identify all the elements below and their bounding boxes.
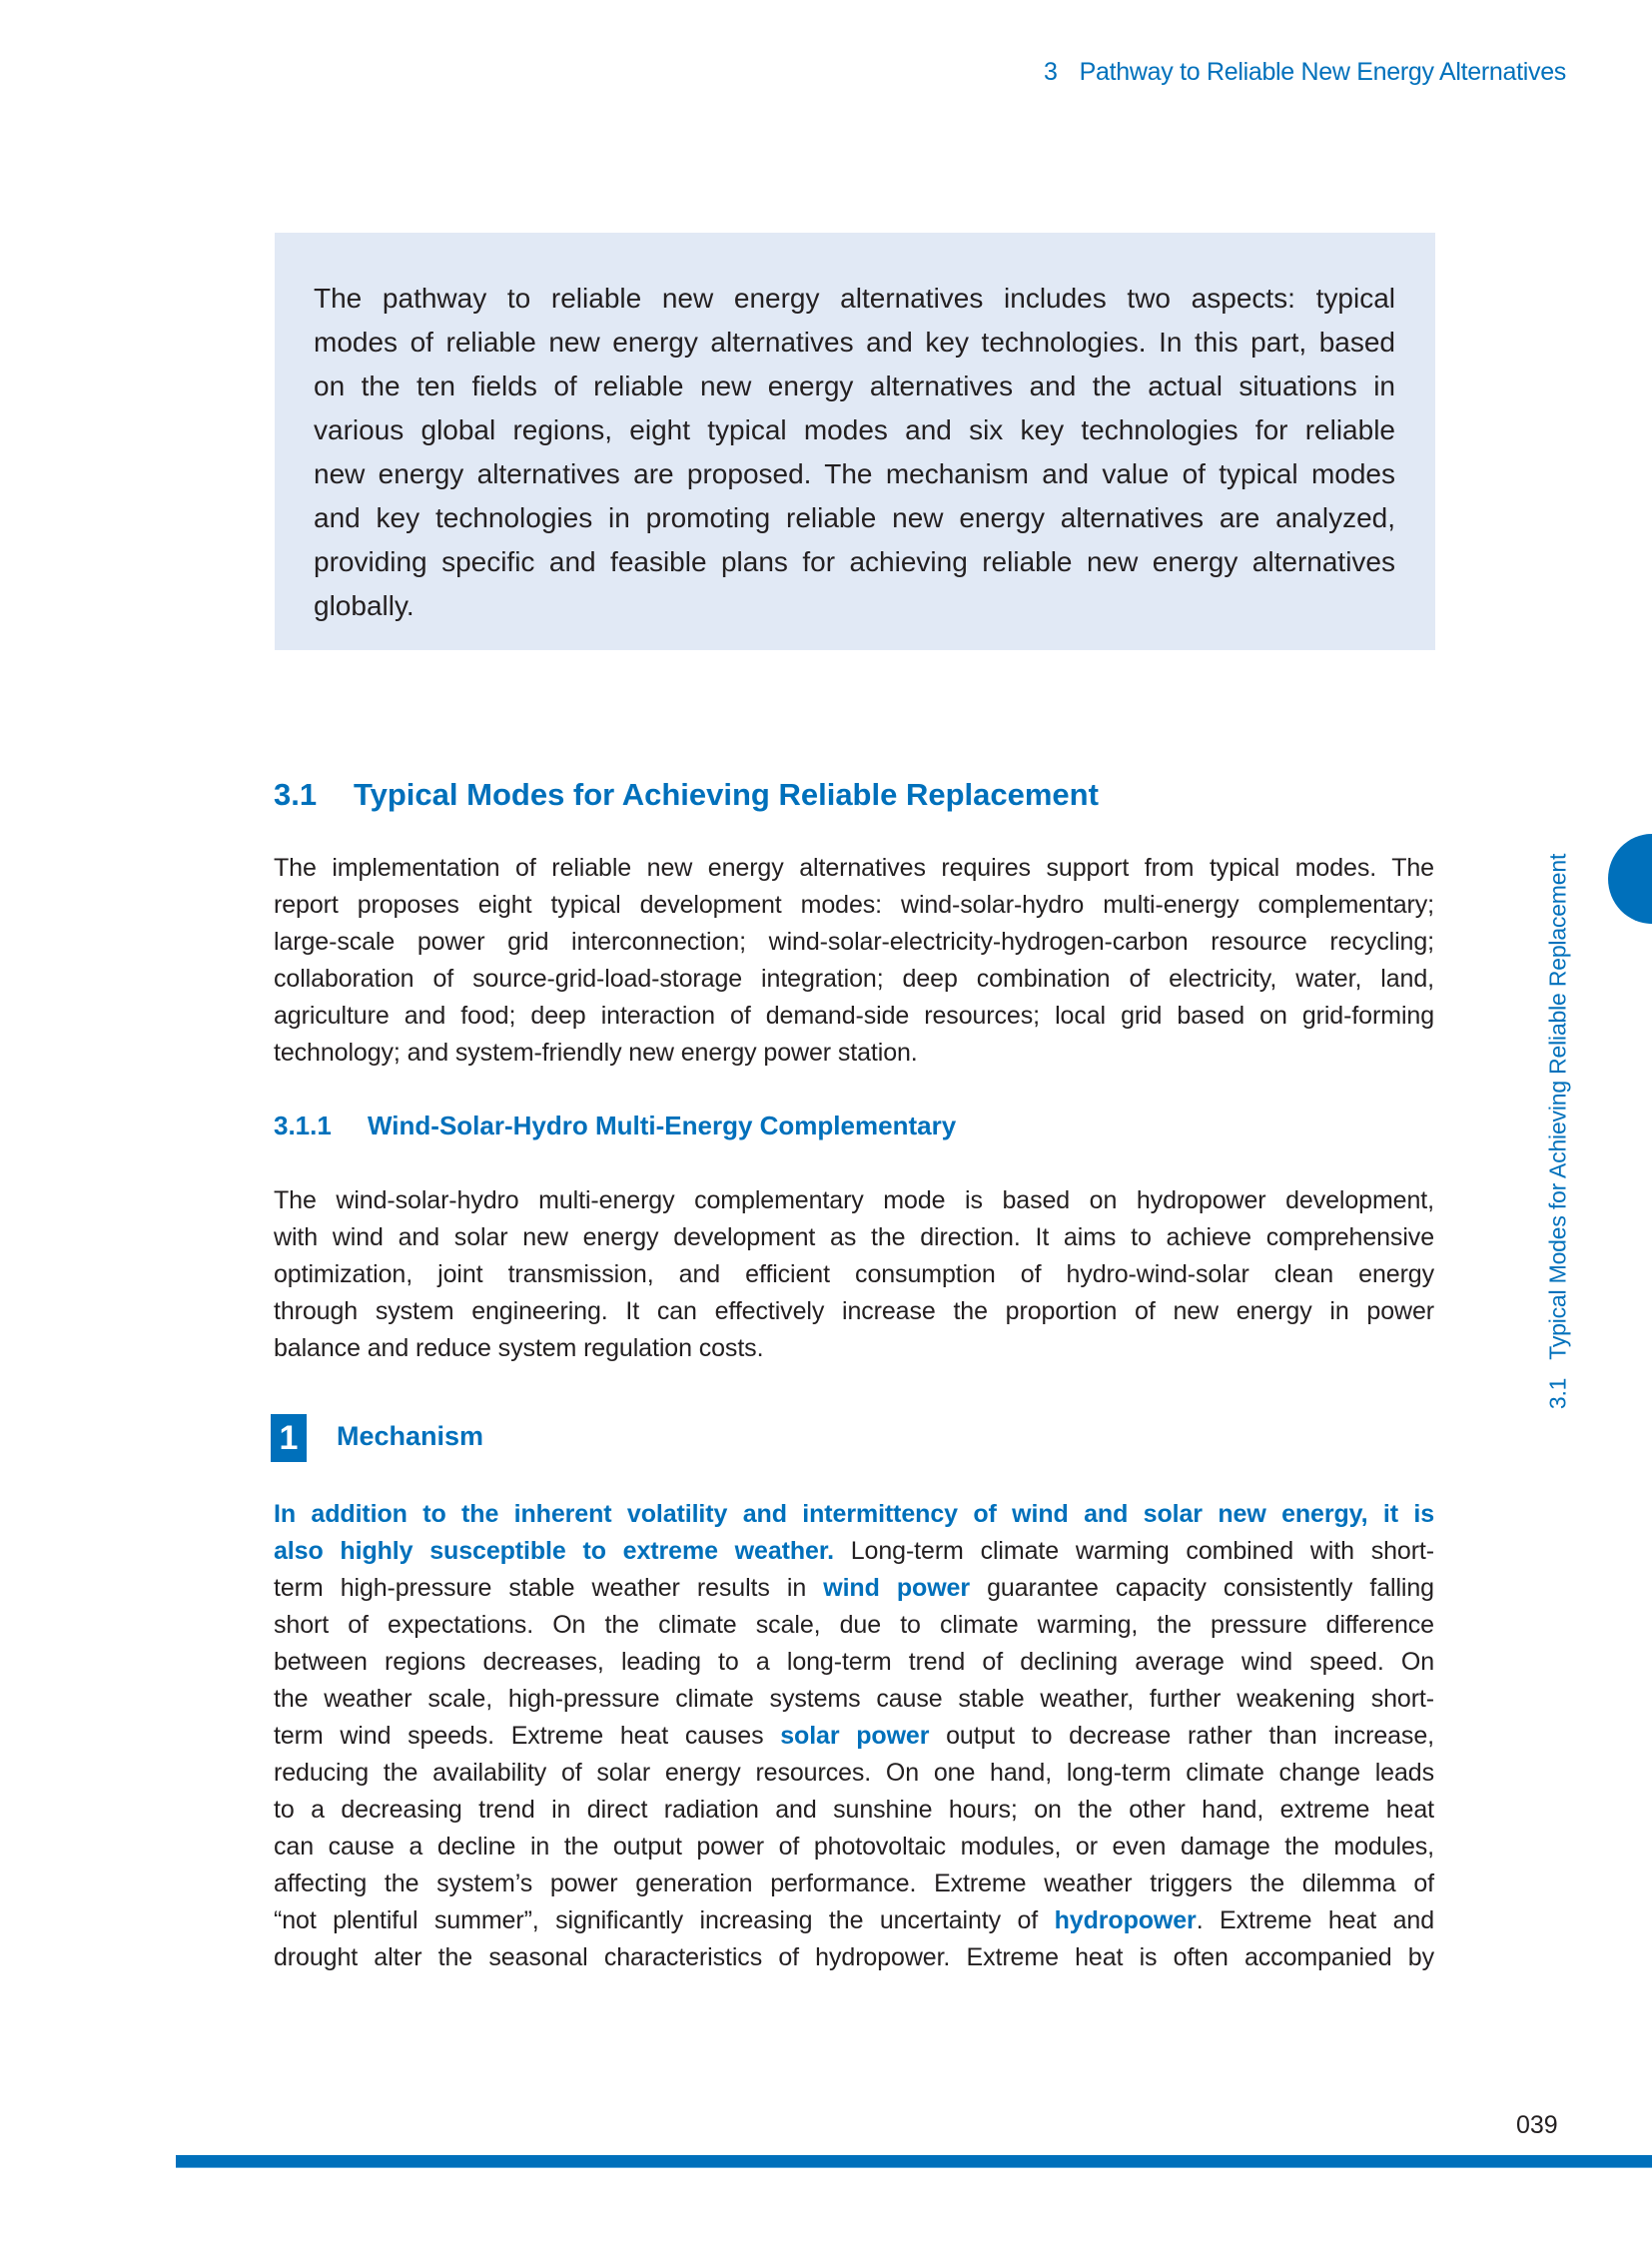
- highlighted-text: In addition to the inherent volatility and intermittency of wind and solar new energy, it is: [274, 1500, 1434, 1528]
- mechanism-title: Mechanism: [337, 1421, 484, 1451]
- text-segment: the weather scale, high-pressure climate systems cause stable weather, further weakening short-: [274, 1685, 1434, 1713]
- text-line: new energy alternatives are proposed. The mechanism and value of typical modes: [314, 458, 1395, 489]
- side-section-number: 3.1: [1544, 1377, 1571, 1410]
- text-line: on the ten fields of reliable new energy alternatives and the actual situations in: [314, 371, 1395, 401]
- text-line: providing specific and feasible plans for achieving reliable new energy alternatives: [314, 546, 1395, 577]
- chapter-number: 3: [1044, 58, 1058, 86]
- summary-box: [275, 233, 1435, 650]
- text-segment: can cause a decline in the output power of photovoltaic modules, or even damage the modules,: [274, 1833, 1434, 1861]
- text-line: [274, 1755, 1434, 1792]
- text-segment: guarantee capacity consistently falling: [969, 1574, 1434, 1602]
- subsection-title: Wind-Solar-Hydro Multi-Energy Complementary: [368, 1111, 957, 1140]
- section-paragraph: [274, 850, 1434, 1072]
- text-line: [274, 1792, 1434, 1829]
- text-segment: affecting the system’s power generation performance. Extreme weather triggers the dilemma of: [274, 1869, 1434, 1897]
- text-line: and key technologies in promoting reliable new energy alternatives are analyzed,: [314, 502, 1395, 533]
- text-line: balance and reduce system regulation costs.: [274, 1334, 764, 1362]
- text-line: various global regions, eight typical modes and six key technologies for reliable: [314, 414, 1395, 445]
- highlighted-text: hydropower: [1054, 1906, 1197, 1934]
- text-line: large-scale power grid interconnection; wind-solar-electricity-hydrogen-carbon resource recycling;: [274, 928, 1434, 956]
- page-number: 039: [1516, 2111, 1558, 2139]
- text-line: [274, 1939, 1434, 1976]
- text-line: [274, 1533, 1434, 1570]
- side-section-label: [1545, 854, 1572, 1409]
- section-number: 3.1: [274, 777, 318, 812]
- text-segment: between regions decreases, leading to a long-term trend of declining average wind speed. On: [274, 1648, 1434, 1676]
- summary-text: [314, 277, 1395, 628]
- mechanism-paragraph: [274, 1496, 1434, 1976]
- text-line: [274, 1644, 1434, 1681]
- text-line: agriculture and food; deep interaction of demand-side resources; local grid based on grid-forming: [274, 1002, 1434, 1030]
- subsection-number: 3.1.1: [274, 1111, 332, 1140]
- text-segment: to a decreasing trend in direct radiation and sunshine hours; on the other hand, extreme heat: [274, 1796, 1434, 1824]
- chapter-title: Pathway to Reliable New Energy Alternatives: [1079, 58, 1566, 86]
- text-line: globally.: [314, 590, 414, 621]
- text-segment: “not plentiful summer”, significantly increasing the uncertainty of: [274, 1906, 1055, 1934]
- text-line: The wind-solar-hydro multi-energy complementary mode is based on hydropower development,: [274, 1186, 1434, 1214]
- running-header: [1044, 58, 1566, 87]
- section-heading: [274, 777, 1099, 813]
- text-line: with wind and solar new energy development as the direction. It aims to achieve comprehensive: [274, 1223, 1434, 1251]
- text-line: report proposes eight typical development modes: wind-solar-hydro multi-energy complementary;: [274, 891, 1434, 919]
- text-line: collaboration of source-grid-load-storage integration; deep combination of electricity, water, land,: [274, 965, 1434, 993]
- highlighted-text: solar power: [780, 1722, 930, 1750]
- text-segment: reducing the availability of solar energy resources. On one hand, long-term climate change leads: [274, 1759, 1434, 1787]
- text-line: [274, 1902, 1434, 1939]
- text-segment: drought alter the seasonal characteristics of hydropower. Extreme heat is often accompanied by: [274, 1943, 1434, 1971]
- subsection-heading: [274, 1111, 956, 1141]
- highlighted-text: also highly susceptible to extreme weather.: [274, 1537, 834, 1565]
- text-line: [274, 1681, 1434, 1718]
- mechanism-number-badge: 1: [271, 1414, 307, 1462]
- text-segment: output to decrease rather than increase,: [929, 1722, 1434, 1750]
- text-line: The pathway to reliable new energy alternatives includes two aspects: typical: [314, 283, 1395, 314]
- text-segment: Long-term climate warming combined with short-: [833, 1537, 1434, 1565]
- text-line: [274, 1570, 1434, 1607]
- footer-bar: [176, 2155, 1652, 2168]
- text-line: The implementation of reliable new energy alternatives requires support from typical modes. The: [274, 854, 1434, 882]
- chapter-side-tab: [1608, 834, 1652, 924]
- text-line: [274, 1607, 1434, 1644]
- subsection-paragraph: [274, 1182, 1434, 1367]
- text-line: [274, 1866, 1434, 1902]
- section-title: Typical Modes for Achieving Reliable Replacement: [354, 777, 1099, 812]
- text-line: [274, 1829, 1434, 1866]
- text-line: through system engineering. It can effectively increase the proportion of new energy in power: [274, 1297, 1434, 1325]
- text-line: [274, 1718, 1434, 1755]
- text-line: technology; and system-friendly new energy power station.: [274, 1039, 918, 1067]
- text-segment: . Extreme heat and: [1196, 1906, 1435, 1934]
- text-line: optimization, joint transmission, and efficient consumption of hydro-wind-solar clean energy: [274, 1260, 1434, 1288]
- text-line: [274, 1496, 1434, 1533]
- text-segment: term wind speeds. Extreme heat causes: [274, 1722, 781, 1750]
- text-line: modes of reliable new energy alternatives and key technologies. In this part, based: [314, 327, 1395, 358]
- text-segment: term high-pressure stable weather results in: [274, 1574, 824, 1602]
- side-section-title: Typical Modes for Achieving Reliable Replacement: [1544, 853, 1571, 1360]
- highlighted-text: wind power: [823, 1574, 970, 1602]
- text-segment: short of expectations. On the climate scale, due to climate warming, the pressure difference: [274, 1611, 1434, 1639]
